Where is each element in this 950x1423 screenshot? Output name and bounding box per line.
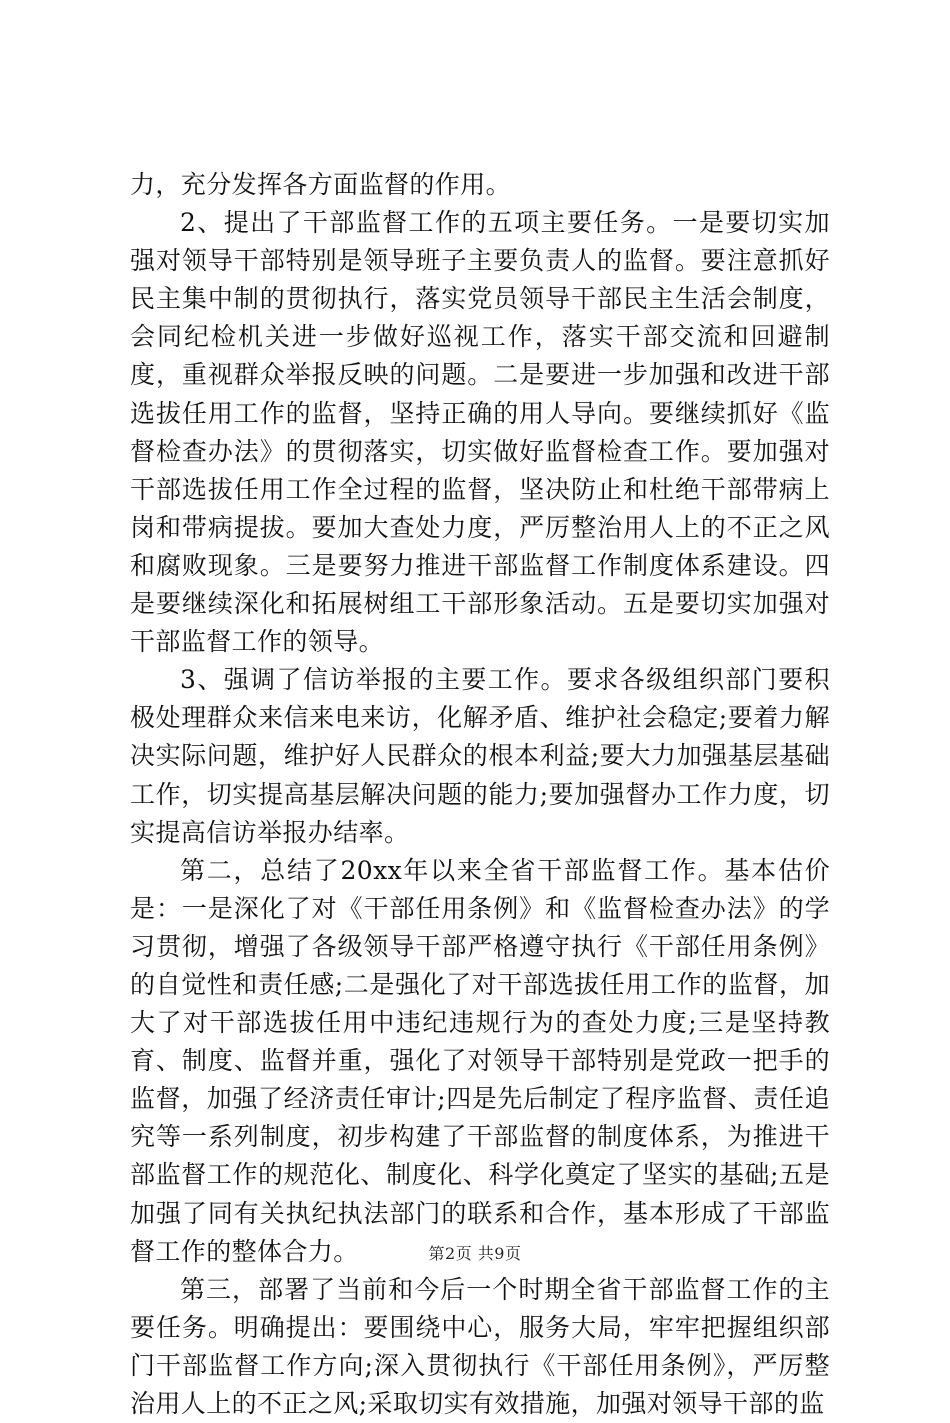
document-body — [130, 166, 830, 1423]
page-footer — [0, 1244, 950, 1264]
paragraph-2: 2、提出了干部监督工作的五项主要任务。一是要切实加强对领导干部特别是领导班子主要负责人的监督。要注意抓好民主集中制的贯彻执行，落实党员领导干部民主生活会制度，会同纪检机关进一步做好巡视工作，落实干部交流和回避制度，重视群众举报反映的问题。二是要进一步加强和改进干部选拔任用工作的监督，坚持正确的用人导向。要继续抓好《监督检查办法》的贯彻落实，切实做好监督检查工作。要加强对干部选拔任用工作全过程的监督，坚决防止和杜绝干部带病上岗和带病提拔。要加大查处力度，严厉整治用人上的不正之风和腐败现象。三是要努力推进干部监督工作制度体系建设。四是要继续深化和拓展树组工干部形象活动。五是要切实加强对干部监督工作的领导。 — [130, 208, 830, 657]
paragraph-1: 力，充分发挥各方面监督的作用。 — [130, 170, 512, 199]
paragraph-5: 第三，部署了当前和今后一个时期全省干部监督工作的主要任务。明确提出：要围绕中心，服务大局，牢牢把握组织部门干部监督工作方向;深入贯彻执行《干部任用条例》，严厉整治用人上的不正之风;采取切实有效措施，加强对领导干部的监 — [130, 1274, 830, 1418]
page-number-label: 第2页 共9页 — [428, 1244, 522, 1263]
paragraph-3: 3、强调了信访举报的主要工作。要求各级组织部门要积极处理群众来信来电来访，化解矛盾、维护社会稳定;要着力解决实际问题，维护好人民群众的根本利益;要大力加强基层基础工作，切实提高基层解决问题的能力;要加强督办工作力度，切实提高信访举报办结率。 — [130, 665, 830, 847]
paragraph-4: 第二，总结了20xx年以来全省干部监督工作。基本估价是：一是深化了对《干部任用条例》和《监督检查办法》的学习贯彻，增强了各级领导干部严格遵守执行《干部任用条例》的自觉性和责任感;二是强化了对干部选拔任用工作的监督，加大了对干部选拔任用中违纪违规行为的查处力度;三是坚持教育、制度、监督并重，强化了对领导干部特别是党政一把手的监督，加强了经济责任审计;四是先后制定了程序监督、责任追究等一系列制度，初步构建了干部监督的制度体系，为推进干部监督工作的规范化、制度化、科学化奠定了坚实的基础;五是加强了同有关执纪执法部门的联系和合作，基本形成了干部监督工作的整体合力。 — [130, 855, 830, 1266]
